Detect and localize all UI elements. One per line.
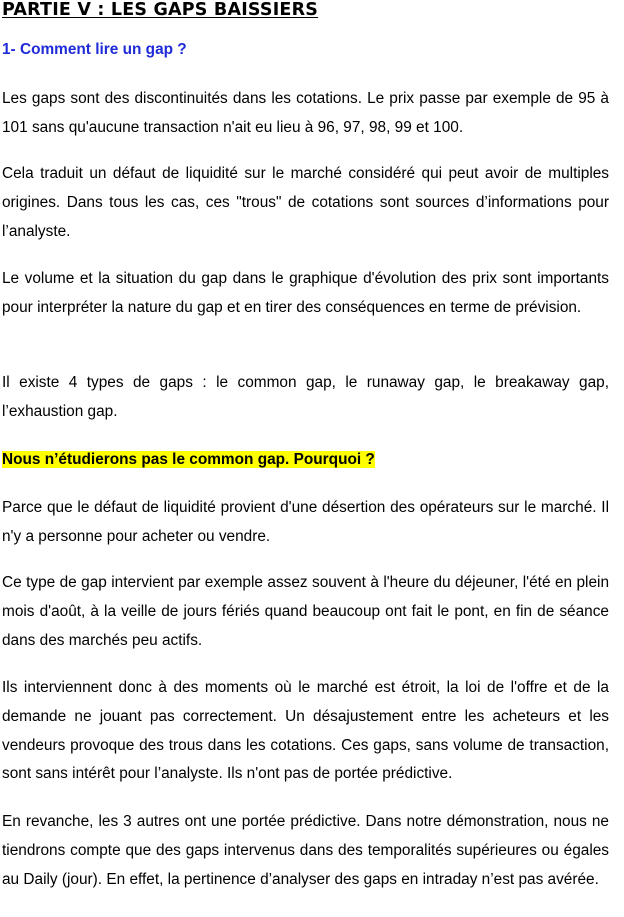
paragraph-predictive: En revanche, les 3 autres ont une portée prédictive. Dans notre démonstration, nous ne tiendrons compte que des gaps intervenus dans des temporalités supérieures ou égales au Daily (jour). En effet, la pertinence d’analyser des gaps en intraday n’est pas avérée. [2, 813, 609, 888]
paragraph-gap-types: Il existe 4 types de gaps : le common gap, le runaway gap, le breakaway gap, l’exhaustion gap. [2, 374, 609, 420]
paragraph-liquidity: Cela traduit un défaut de liquidité sur le marché considéré qui peut avoir de multiples origines. Dans tous les cas, ces "trous" de cotations sont sources d’informations pour l’analyste. [2, 165, 609, 240]
part-title: PARTIE V : LES GAPS BAISSIERS [2, 0, 319, 20]
paragraph-gaps-definition: Les gaps sont des discontinuités dans les cotations. Le prix passe par exemple de 95 à 101 sans qu'aucune transaction n'ait eu lieu à 96, 97, 98, 99 et 100. [2, 90, 609, 136]
highlighted-question: Nous n’étudierons pas le common gap. Pourquoi ? [2, 451, 375, 468]
section-title: 1- Comment lire un gap ? [2, 41, 187, 58]
paragraph-volume: Le volume et la situation du gap dans le graphique d'évolution des prix sont importants pour interpréter la nature du gap et en tirer des conséquences en terme de prévision. [2, 270, 609, 316]
paragraph-reason: Parce que le défaut de liquidité provient d'une désertion des opérateurs sur le marché. Il n'y a personne pour acheter ou vendre. [2, 499, 609, 545]
paragraph-question [2, 446, 609, 475]
paragraph-when: Ce type de gap intervient par exemple assez souvent à l'heure du déjeuner, l'été en plein mois d'août, à la veille de jours fériés quand beaucoup ont fait le pont, en fin de séance dans des marchés peu actifs. [2, 574, 609, 649]
paragraph-narrow-market: Ils interviennent donc à des moments où le marché est étroit, la loi de l'offre et de la demande ne jouant pas correctement. Un désajustement entre les acheteurs et les vendeurs provoque des trous dans les cotations. Ces gaps, sans volume de transaction, sont sans intérêt pour l’analyste. Ils n'ont pas de portée prédictive. [2, 679, 609, 783]
